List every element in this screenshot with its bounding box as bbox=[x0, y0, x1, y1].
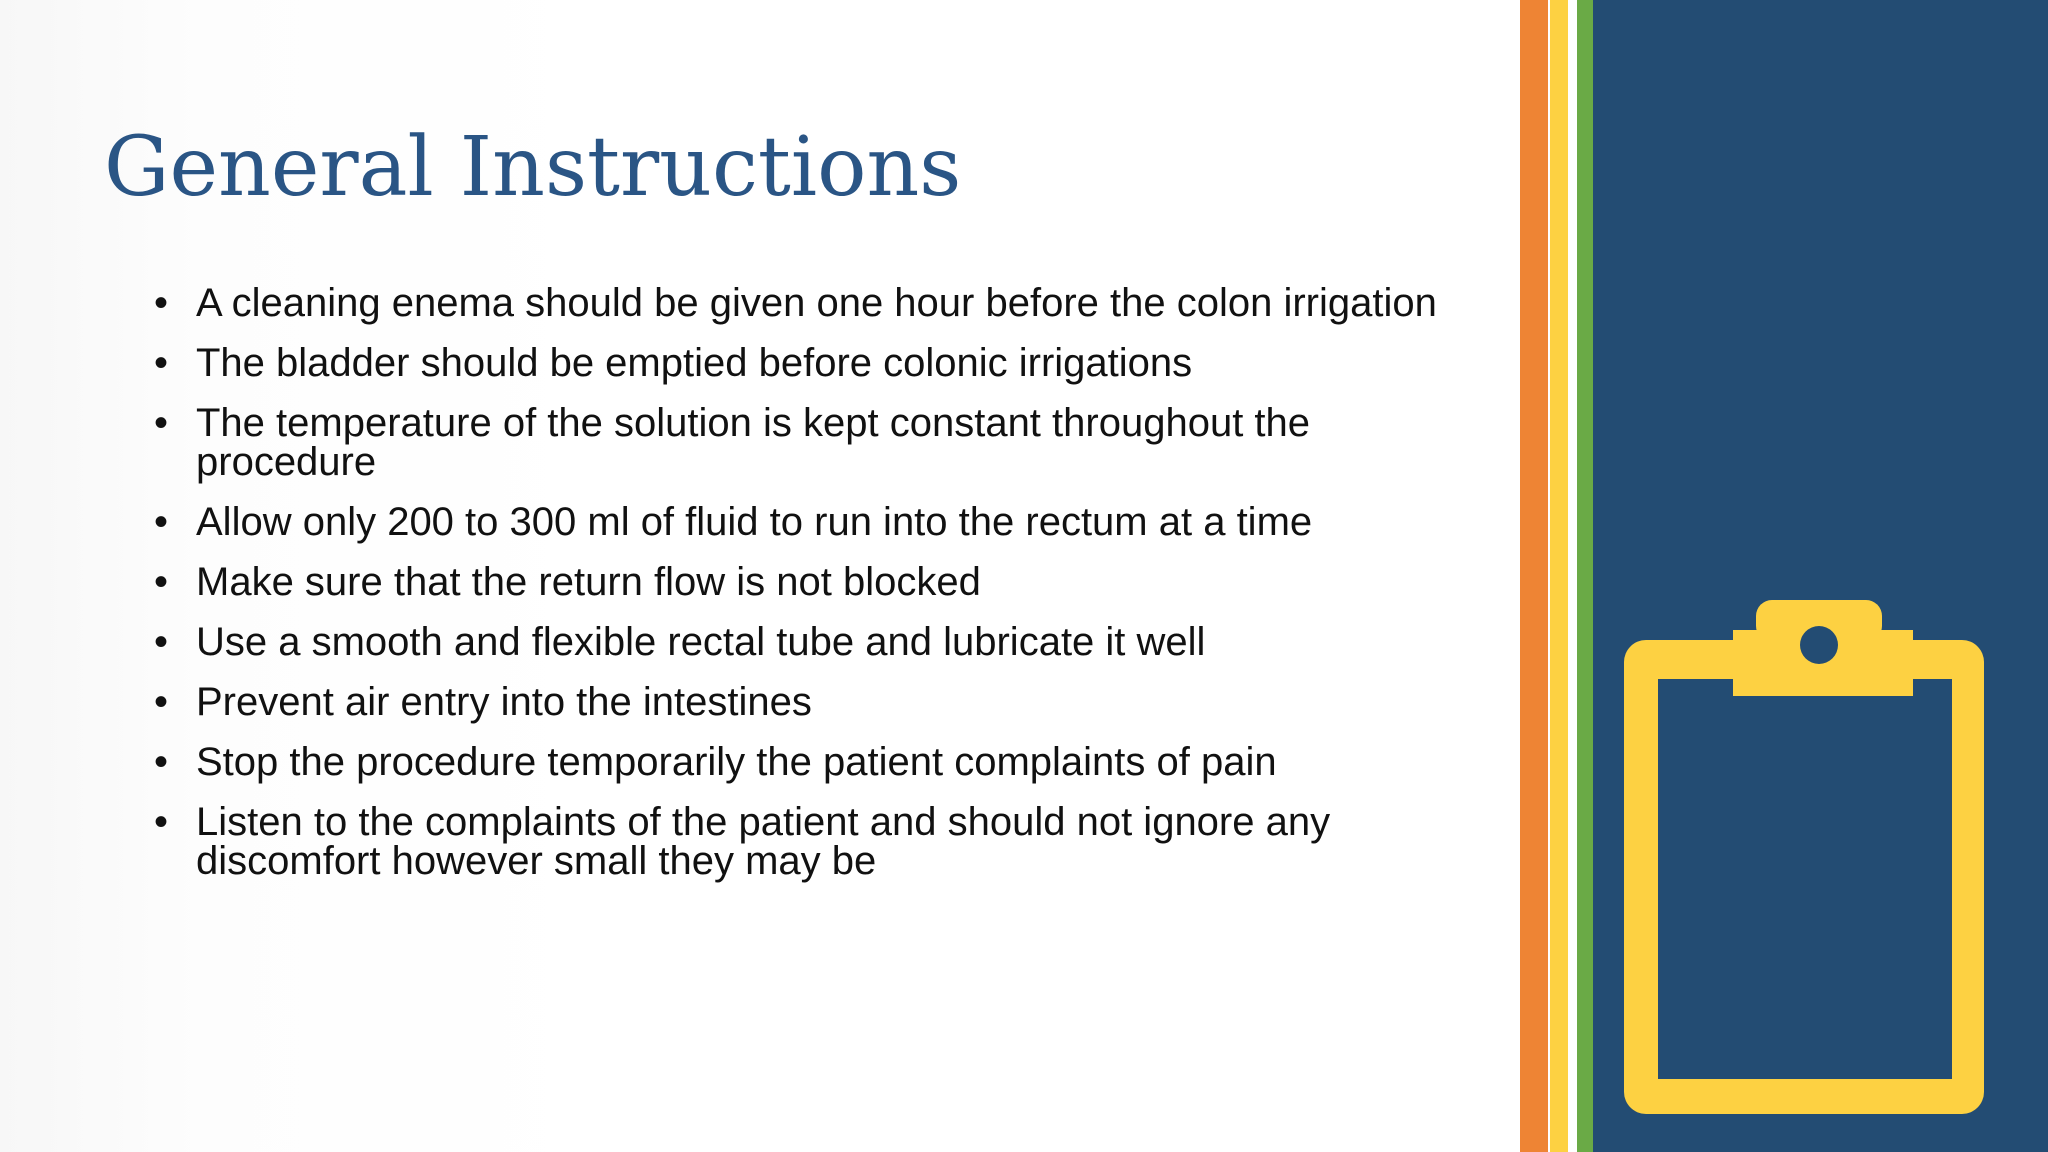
bullet-item bbox=[148, 800, 1448, 883]
bullet-item bbox=[148, 401, 1448, 484]
clipboard-icon bbox=[1622, 600, 1986, 1116]
bullet-text: Stop the procedure temporarily the patient complaints of pain bbox=[196, 740, 1277, 784]
bullet-marker: • bbox=[154, 620, 169, 664]
bullet-text: The temperature of the solution is kept constant throughout the procedure bbox=[196, 401, 1311, 484]
bullet-item bbox=[148, 341, 1448, 385]
bullet-text: Allow only 200 to 300 ml of fluid to run into the rectum at a time bbox=[196, 500, 1313, 544]
green-stripe bbox=[1577, 0, 1593, 1152]
bullet-text: Make sure that the return flow is not blocked bbox=[196, 560, 981, 604]
bullet-text: Listen to the complaints of the patient and should not ignore any discomfort however small they may be bbox=[196, 800, 1331, 883]
slide-title: General Instructions bbox=[104, 120, 962, 215]
bullet-marker: • bbox=[154, 500, 169, 544]
bullet-item bbox=[148, 281, 1448, 325]
bullet-text: The bladder should be emptied before colonic irrigations bbox=[196, 341, 1193, 385]
bullet-marker: • bbox=[154, 740, 169, 784]
bullet-item bbox=[148, 620, 1448, 664]
bullet-item bbox=[148, 740, 1448, 784]
yellow-stripe bbox=[1550, 0, 1568, 1152]
bullet-marker: • bbox=[154, 281, 169, 325]
orange-stripe bbox=[1520, 0, 1548, 1152]
bullet-text: A cleaning enema should be given one hour before the colon irrigation bbox=[196, 281, 1437, 325]
bullet-text: Use a smooth and flexible rectal tube and lubricate it well bbox=[196, 620, 1206, 664]
bullet-marker: • bbox=[154, 800, 169, 844]
bullet-marker: • bbox=[154, 560, 169, 604]
bullet-item bbox=[148, 680, 1448, 724]
white-stripe-divider bbox=[1568, 0, 1577, 1152]
bullet-list bbox=[148, 281, 1448, 902]
bullet-item bbox=[148, 560, 1448, 604]
bullet-marker: • bbox=[154, 680, 169, 724]
bullet-item bbox=[148, 500, 1448, 544]
bullet-marker: • bbox=[154, 401, 169, 445]
bullet-marker: • bbox=[154, 341, 169, 385]
bullet-text: Prevent air entry into the intestines bbox=[196, 680, 812, 724]
